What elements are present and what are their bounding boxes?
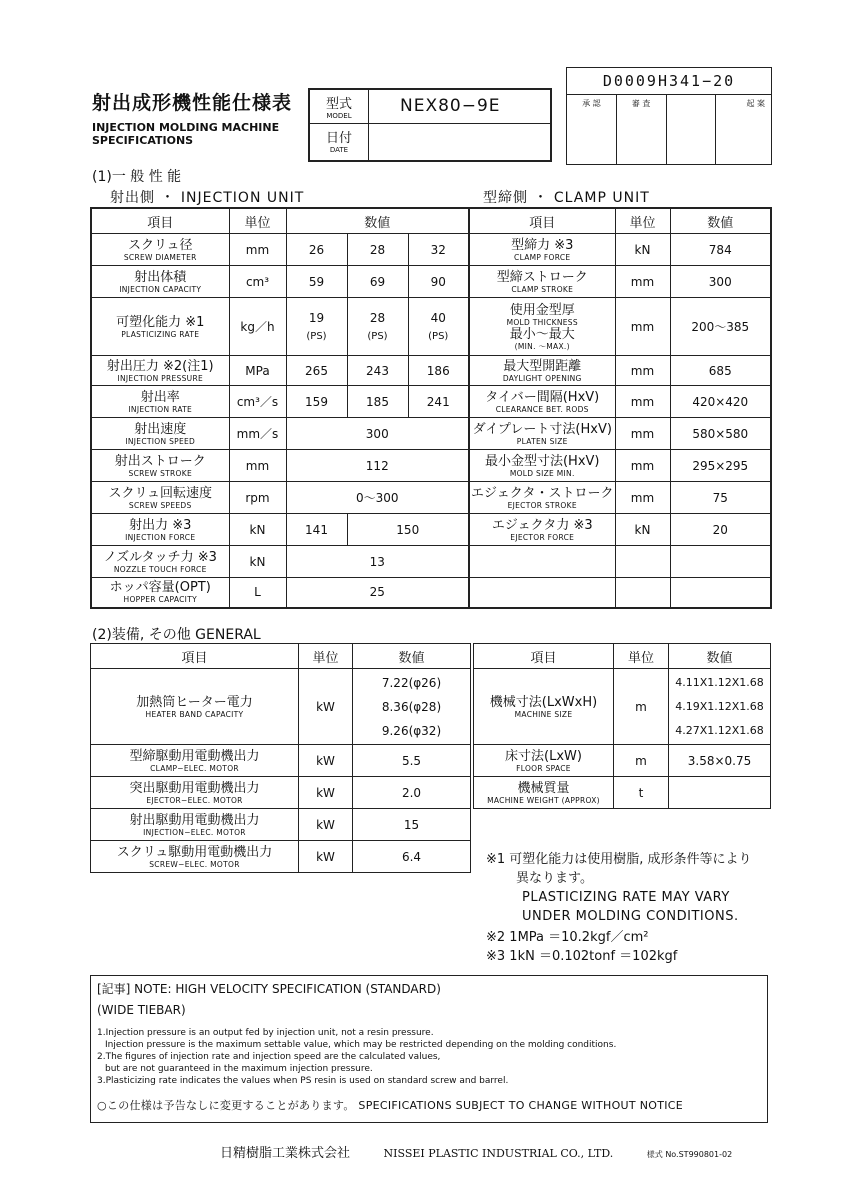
doc-number: D0009H341−20 <box>567 68 771 95</box>
table-row <box>91 745 471 777</box>
approval-cell: 承 認 <box>567 95 617 164</box>
row-label-jp: 型締力 ※3 <box>511 237 574 253</box>
row-unit: kN <box>615 514 670 546</box>
row-label-jp: ノズルタッチ力 ※3 <box>103 549 217 565</box>
value-sub: (PS) <box>306 331 327 342</box>
row-label-jp: 射出駆動用電動機出力 <box>129 812 260 828</box>
note-box <box>90 975 768 1123</box>
row-value: 186 <box>408 356 469 386</box>
approval-grid <box>567 95 771 164</box>
row-label-en: MACHINE WEIGHT (APPROX) <box>487 795 600 805</box>
row-label-jp: 最小金型寸法(HxV) <box>484 453 600 469</box>
change-notice: ○この仕様は予告なしに変更することがあります。 SPECIFICATIONS SUBJECT TO CHANGE WITHOUT NOTICE <box>97 1099 683 1112</box>
row-label-jp: エジェクタ・ストローク <box>471 485 614 501</box>
note-line: 3.Plasticizing rate indicates the values when PS resin is used on standard screw and barrel. <box>97 1076 509 1086</box>
table-row <box>91 482 469 514</box>
table-row <box>469 266 771 298</box>
table-row <box>469 418 771 450</box>
table-row <box>91 418 469 450</box>
value-sub: (PS) <box>428 331 449 342</box>
table-row <box>469 356 771 386</box>
value-line: 4.19X1.12X1.68 <box>675 699 764 713</box>
title-jp: 射出成形機性能仕様表 <box>92 92 293 114</box>
general-right-table <box>473 643 771 809</box>
row-label-jp: ダイプレート寸法(HxV) <box>472 421 612 437</box>
table-row <box>469 386 771 418</box>
clamp-unit-table <box>468 207 772 609</box>
note-line: Injection pressure is the maximum settable value, which may be restricted depending on the molding conditions. <box>105 1040 617 1050</box>
row-unit: mm <box>615 482 670 514</box>
injection-unit-table <box>90 207 470 609</box>
row-value: 112 <box>286 450 469 482</box>
row-label-en: CLAMP FORCE <box>514 252 571 262</box>
row-value: 32 <box>408 234 469 266</box>
table-row <box>91 546 469 578</box>
value-line: 4.27X1.12X1.68 <box>675 723 764 737</box>
row-label-en: MOLD THICKNESS <box>506 317 578 327</box>
row-label-jp: 射出率 <box>140 389 180 405</box>
header-unit: 単位 <box>614 644 669 669</box>
doc-number-box <box>566 67 772 165</box>
row-value: 243 <box>347 356 408 386</box>
note-line: 1.Injection pressure is an output fed by injection unit, not a resin pressure. <box>97 1028 434 1038</box>
row-unit: kW <box>299 745 353 777</box>
row-value: 90 <box>408 266 469 298</box>
row-unit: t <box>614 777 669 809</box>
row-label-jp-2: 最小〜最大 <box>509 326 575 342</box>
table-row <box>91 809 471 841</box>
row-label-en: CLAMP−ELEC. MOTOR <box>150 763 239 773</box>
row-value: 69 <box>347 266 408 298</box>
row-value <box>669 669 771 745</box>
general-left-table <box>90 643 471 873</box>
row-label-en: PLATEN SIZE <box>516 436 568 446</box>
table-row <box>91 777 471 809</box>
row-label-jp: 使用金型厚 <box>509 302 575 318</box>
company-name-en: NISSEI PLASTIC INDUSTRIAL CO., LTD. <box>383 1147 614 1160</box>
row-value: 5.5 <box>353 745 471 777</box>
row-unit: mm <box>615 298 670 356</box>
review-cell: 審 査 <box>617 95 667 164</box>
row-unit: kW <box>299 777 353 809</box>
row-value: 300 <box>670 266 771 298</box>
row-label-jp: 突出駆動用電動機出力 <box>129 780 260 796</box>
row-label-en: SCREW−ELEC. MOTOR <box>149 859 240 869</box>
date-label <box>310 124 369 160</box>
company-name-jp: 日精樹脂工業株式会社 <box>220 1146 351 1161</box>
value-sub: (PS) <box>367 331 388 342</box>
row-unit: m <box>614 669 669 745</box>
header-value: 数値 <box>670 208 771 234</box>
row-label-en: INJECTION CAPACITY <box>119 284 202 294</box>
row-label-jp: 射出ストローク <box>114 453 206 469</box>
footnote-1-en: PLASTICIZING RATE MAY VARY <box>522 890 730 905</box>
header-unit: 単位 <box>299 644 353 669</box>
table-row <box>469 482 771 514</box>
clamp-heading: 型締側 ・ CLAMP UNIT <box>483 190 650 206</box>
table-row <box>91 669 471 745</box>
title-en-1: INJECTION MOLDING MACHINE <box>92 121 280 134</box>
table-row <box>469 450 771 482</box>
row-value: 300 <box>286 418 469 450</box>
header-item: 項目 <box>469 208 615 234</box>
row-label-en: FLOOR SPACE <box>516 763 571 773</box>
row-unit: mm <box>615 266 670 298</box>
table-row <box>469 234 771 266</box>
table-row <box>91 578 469 608</box>
row-label-en: EJECTOR STROKE <box>507 500 577 510</box>
row-label-jp: 可塑化能力 ※1 <box>116 314 205 330</box>
row-label-en: EJECTOR−ELEC. MOTOR <box>146 795 243 805</box>
footnote-1-en-2: UNDER MOLDING CONDITIONS. <box>522 909 739 924</box>
row-label-en: INJECTION SPEED <box>125 436 196 446</box>
row-unit: MPa <box>229 356 286 386</box>
row-unit: m <box>614 745 669 777</box>
model-label-jp: 型式 <box>325 97 352 112</box>
date-label-en: DATE <box>329 146 349 154</box>
row-value: 295×295 <box>670 450 771 482</box>
value-main: 19 <box>308 311 325 325</box>
row-label-en: SCREW STROKE <box>128 468 192 478</box>
model-date-box <box>308 88 552 162</box>
row-value: 241 <box>408 386 469 418</box>
row-value: 28 <box>347 234 408 266</box>
footnote-1-jp-2: 異なります。 <box>516 871 593 886</box>
note-line: but are not guaranteed in the maximum injection pressure. <box>105 1064 373 1074</box>
row-value <box>408 298 469 356</box>
row-value: 2.0 <box>353 777 471 809</box>
row-label-jp: エジェクタ力 ※3 <box>491 517 593 533</box>
row-unit: rpm <box>229 482 286 514</box>
row-label-jp: スクリュ駆動用電動機出力 <box>116 844 273 860</box>
document-title-block <box>92 88 302 147</box>
row-label-en: INJECTION−ELEC. MOTOR <box>143 827 246 837</box>
row-label-en: CLEARANCE BET. RODS <box>495 404 589 414</box>
row-value: 159 <box>286 386 347 418</box>
row-label-en: DAYLIGHT OPENING <box>502 373 582 383</box>
footnotes <box>486 850 752 966</box>
row-unit: kg／h <box>229 298 286 356</box>
value-main: 40 <box>430 311 446 325</box>
row-unit: cm³／s <box>229 386 286 418</box>
draft-cell: 起 案 <box>746 99 765 108</box>
value-main: 28 <box>369 311 386 325</box>
table-row <box>91 450 469 482</box>
row-value: 3.58×0.75 <box>669 745 771 777</box>
row-label-jp: 射出圧力 ※2(注1) <box>106 358 214 374</box>
row-label-en: PLASTICIZING RATE <box>121 329 200 339</box>
model-label-en: MODEL <box>326 112 352 120</box>
row-label-jp: 最大型開距離 <box>503 358 582 374</box>
row-label-en: SCREW DIAMETER <box>123 252 197 262</box>
row-value: 784 <box>670 234 771 266</box>
title-en-2: SPECIFICATIONS <box>92 134 194 147</box>
row-unit: mm <box>615 356 670 386</box>
row-value <box>286 298 347 356</box>
footnote-3: ※3 1kN ＝0.102tonf ＝102kgf <box>486 949 678 964</box>
row-value: 265 <box>286 356 347 386</box>
row-label-jp: 機械寸法(LxWxH) <box>489 694 598 710</box>
table-row <box>91 298 469 356</box>
injection-heading: 射出側 ・ INJECTION UNIT <box>110 190 305 206</box>
table-row <box>91 841 471 873</box>
row-value: 20 <box>670 514 771 546</box>
table-row <box>469 298 771 356</box>
row-label-en: HOPPER CAPACITY <box>123 595 197 605</box>
row-label-en: EJECTOR FORCE <box>510 532 575 542</box>
row-value: 13 <box>286 546 469 578</box>
row-unit: mm <box>615 418 670 450</box>
row-unit: kN <box>615 234 670 266</box>
row-unit: L <box>229 578 286 608</box>
row-label-en: NOZZLE TOUCH FORCE <box>113 564 207 574</box>
row-label-en: INJECTION RATE <box>128 404 193 414</box>
header-unit: 単位 <box>615 208 670 234</box>
row-label-en: SCREW SPEEDS <box>128 500 192 510</box>
row-value: 75 <box>670 482 771 514</box>
row-label-jp: タイバー間隔(HxV) <box>485 389 600 405</box>
note-body <box>97 1027 761 1087</box>
note-heading: [記事] NOTE: HIGH VELOCITY SPECIFICATION (STANDARD) <box>97 982 441 996</box>
row-label-en: MACHINE SIZE <box>514 709 573 719</box>
row-value: 141 <box>286 514 347 546</box>
header-item: 項目 <box>91 208 229 234</box>
value-line: 8.36(φ28) <box>381 699 442 714</box>
header-value: 数値 <box>353 644 471 669</box>
value-line: 4.11X1.12X1.68 <box>675 675 764 689</box>
row-label-en: INJECTION FORCE <box>125 532 196 542</box>
model-label <box>310 90 369 124</box>
blank-cell <box>667 95 717 164</box>
row-value: 185 <box>347 386 408 418</box>
section1-title: (1)一 般 性 能 <box>92 169 182 185</box>
row-unit: mm <box>615 386 670 418</box>
row-unit: mm <box>229 234 286 266</box>
row-label-jp: 床寸法(LxW) <box>505 748 582 764</box>
form-number: 様式 No.ST990801-02 <box>646 1150 733 1159</box>
header-value: 数値 <box>669 644 771 669</box>
header-item: 項目 <box>474 644 614 669</box>
row-value <box>669 777 771 809</box>
row-unit: cm³ <box>229 266 286 298</box>
row-label-en: HEATER BAND CAPACITY <box>145 709 244 719</box>
table-row <box>91 234 469 266</box>
table-row <box>91 386 469 418</box>
row-label-en-2: (MIN. 〜MAX.) <box>514 341 570 351</box>
footnote-2: ※2 1MPa ＝10.2kgf／cm² <box>486 930 649 945</box>
table-row-empty <box>469 578 771 608</box>
table-row <box>469 514 771 546</box>
row-label-jp: 加熱筒ヒーター電力 <box>136 694 253 710</box>
row-value: 420×420 <box>670 386 771 418</box>
model-value: NEX80−9E <box>400 96 501 116</box>
row-unit: kW <box>299 809 353 841</box>
section2-title: (2)装備, その他 GENERAL <box>92 627 261 643</box>
table-row <box>474 745 771 777</box>
row-value: 200〜385 <box>670 298 771 356</box>
row-unit: mm <box>615 450 670 482</box>
row-value: 0〜300 <box>286 482 469 514</box>
row-unit: mm <box>229 450 286 482</box>
row-unit: mm／s <box>229 418 286 450</box>
note-subheading: (WIDE TIEBAR) <box>97 1003 186 1017</box>
row-value: 150 <box>347 514 469 546</box>
footnote-1-jp: ※1 可塑化能力は使用樹脂, 成形条件等により <box>486 852 752 867</box>
row-label-en: INJECTION PRESSURE <box>117 373 204 383</box>
row-label-jp: 型締ストローク <box>496 269 588 285</box>
row-unit: kW <box>299 841 353 873</box>
row-value: 15 <box>353 809 471 841</box>
row-label-en: CLAMP STROKE <box>511 284 574 294</box>
row-label-jp: 射出力 ※3 <box>129 517 192 533</box>
row-label-jp: 型締駆動用電動機出力 <box>129 748 260 764</box>
table-row <box>91 514 469 546</box>
value-line: 7.22(φ26) <box>381 675 442 690</box>
row-unit: kN <box>229 546 286 578</box>
row-unit: kW <box>299 669 353 745</box>
row-label-jp: スクリュ回転速度 <box>108 485 213 501</box>
row-label-jp: 機械質量 <box>517 780 570 796</box>
table-row <box>91 266 469 298</box>
value-line: 9.26(φ32) <box>381 723 442 738</box>
footer <box>220 1142 800 1161</box>
row-label-en: MOLD SIZE MIN. <box>509 468 575 478</box>
date-label-jp: 日付 <box>325 131 352 146</box>
table-row <box>91 356 469 386</box>
row-unit: kN <box>229 514 286 546</box>
row-value: 26 <box>286 234 347 266</box>
header-value: 数値 <box>286 208 469 234</box>
row-value: 580×580 <box>670 418 771 450</box>
row-value: 59 <box>286 266 347 298</box>
row-label-jp: 射出速度 <box>134 421 187 437</box>
header-item: 項目 <box>91 644 299 669</box>
row-value: 25 <box>286 578 469 608</box>
row-label-jp: スクリュ径 <box>127 237 193 253</box>
table-row-empty <box>469 546 771 578</box>
row-value: 6.4 <box>353 841 471 873</box>
row-label-jp: 射出体積 <box>134 269 187 285</box>
table-row <box>474 669 771 745</box>
row-value <box>347 298 408 356</box>
note-line: 2.The figures of injection rate and injection speed are the calculated values, <box>97 1052 441 1062</box>
row-label-jp: ホッパ容量(OPT) <box>109 580 211 596</box>
table-row <box>474 777 771 809</box>
row-value: 685 <box>670 356 771 386</box>
header-unit: 単位 <box>229 208 286 234</box>
row-value <box>353 669 471 745</box>
